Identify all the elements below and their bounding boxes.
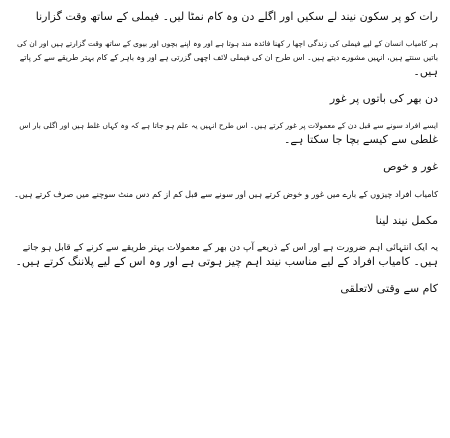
section-heading	[12, 214, 438, 228]
section-heading	[12, 160, 438, 174]
text-line: غلطی سے کیسے بچا جا سکتا ہے۔	[283, 133, 438, 146]
text-line: مکمل نیند لینا	[375, 214, 438, 227]
paragraph	[12, 10, 438, 24]
text-line: ہر کامیاب انسان کے لیے فیملی کی زندگی اچھا ر کھنا فائدہ مند ہوتا ہے اور وہ اپنے بچوں اور بیوی کے ساتھ وقت گزارتے ہیں اور ان کی	[17, 39, 438, 48]
paragraph	[12, 187, 438, 201]
section-heading	[12, 92, 438, 106]
text-line: رات کو پر سکون نیند لے سکیں اور اگلے دن وہ کام نمٹا لیں۔ فیملی کے ساتھ وقت گزارنا	[35, 10, 438, 23]
text-line: ہیں۔ کامیاب افراد کے لیے مناسب نیند اہم چیز ہوتی ہے اور وہ اس کے لیے پلاننگ کرتے ہیں۔	[15, 255, 438, 268]
text-line: دن بھر کی باتوں پر غور	[329, 92, 438, 105]
paragraph	[12, 37, 438, 79]
text-line: کام سے وقتی لاتعلقی	[340, 282, 438, 295]
section-heading	[12, 282, 438, 296]
text-line: غور و خوص	[383, 160, 438, 173]
text-line: باتیں سنتے ہیں، انہیں مشورے دیتے ہیں۔ اس طرح ان کی فیملی لائف اچھی گزرتی ہے اور وہ باہر کے کام بہتر طریقے سے کر پاتے	[19, 53, 438, 62]
paragraph	[12, 119, 438, 147]
paragraph	[12, 241, 438, 269]
text-line: یہ ایک انتہائی اہم ضرورت ہے اور اس کے ذریعے آپ دن بھر کے معمولات بہتر طریقے سے کرنے کے قابل ہو جاتے	[22, 243, 438, 253]
text-line: کامیاب افراد چیزوں کے بارے میں غور و خوض کرتے ہیں اور سونے سے قبل کم از کم دس منٹ سوچنے میں صرف کرتے ہیں۔	[14, 189, 438, 199]
text-line: ہیں۔	[413, 65, 438, 78]
text-line: ایسے افراد سونے سے قبل دن کے معمولات پر غور کرتے ہیں۔ اس طرح انہیں یہ علم ہو جاتا ہے کہ وہ کہاں غلط ہیں اور اگلی بار اس	[19, 121, 438, 130]
